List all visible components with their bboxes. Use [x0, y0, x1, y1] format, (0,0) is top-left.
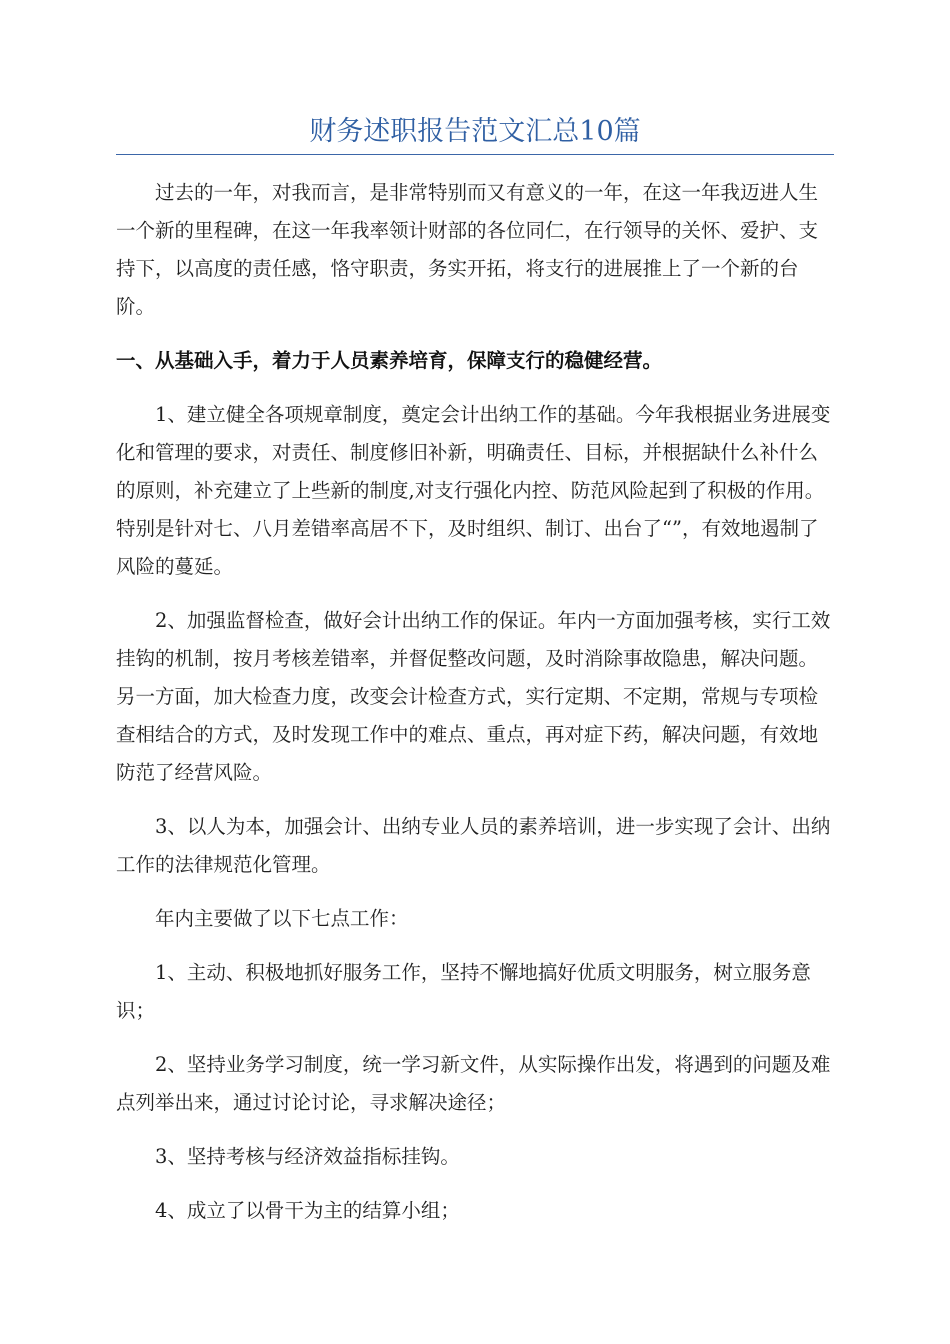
title-underline — [116, 154, 834, 155]
body-paragraph: 2、加强监督检查，做好会计出纳工作的保证。年内一方面加强考核，实行工效挂钩的机制，按月考核差错率，并督促整改问题，及时消除事故隐患，解决问题。另一方面，加大检查力度，改变会计检查方式，实行定期、不定期，常规与专项检查相结合的方式，及时发现工作中的难点、重点，再对症下药，解决问题，有效地防范了经营风险。 — [116, 609, 831, 784]
list-item-paragraph: 2、坚持业务学习制度，统一学习新文件，从实际操作出发，将遇到的问题及难点列举出来，通过讨论讨论，寻求解决途径； — [116, 1053, 831, 1114]
body-paragraph: 3、以人为本，加强会计、出纳专业人员的素养培训，进一步实现了会计、出纳工作的法律规范化管理。 — [116, 815, 831, 876]
list-item-paragraph: 3、坚持考核与经济效益指标挂钩。 — [155, 1145, 460, 1168]
section-heading-1: 一、从基础入手，着力于人员素养培育，保障支行的稳健经营。 — [116, 349, 663, 372]
body-paragraph: 1、建立健全各项规章制度，奠定会计出纳工作的基础。今年我根据业务进展变化和管理的要求，对责任、制度修旧补新，明确责任、目标，并根据缺什么补什么的原则，补充建立了上些新的制度,对支行强化内控、防范风险起到了积极的作用。特别是针对七、八月差错率高居不下，及时组织、制订、出台了“”，有效地遏制了风险的蔓延。 — [116, 403, 831, 578]
list-item-paragraph: 4、成立了以骨干为主的结算小组； — [155, 1199, 460, 1222]
document-title: 财务述职报告范文汇总10篇 — [309, 116, 641, 147]
list-item-paragraph: 1、主动、积极地抓好服务工作，坚持不懈地搞好优质文明服务，树立服务意识； — [116, 961, 811, 1022]
intro-paragraph: 过去的一年，对我而言，是非常特别而又有意义的一年，在这一年我迈进人生一个新的里程碑，在这一年我率领计财部的各位同仁，在行领导的关怀、爱护、支持下，以高度的责任感，恪守职责，务实开拓，将支行的进展推上了一个新的台阶。 — [116, 181, 819, 318]
body-paragraph: 年内主要做了以下七点工作： — [155, 907, 409, 930]
document-body — [116, 174, 834, 1246]
